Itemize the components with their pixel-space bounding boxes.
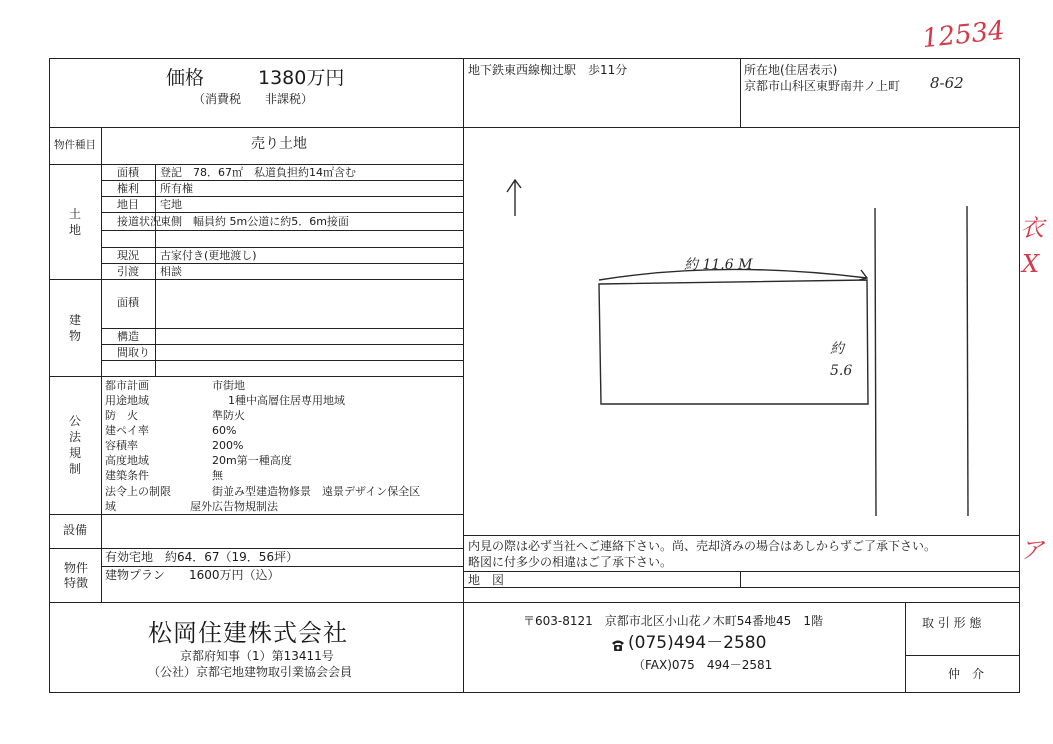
building-section-label: 建物 xyxy=(68,313,81,343)
price-label: 価格 xyxy=(166,67,205,89)
regulation-key-8: 法令上の制限 xyxy=(105,485,171,498)
regulation-value-5: 200% xyxy=(212,439,244,452)
sep-building xyxy=(49,376,463,377)
map-label-bottom xyxy=(463,587,1020,588)
property-type-value: 売り土地 xyxy=(251,136,307,152)
footer-col-2 xyxy=(905,602,906,692)
map-label-sep xyxy=(463,571,1020,572)
regulation-key-9: 域 xyxy=(105,500,116,513)
map-note-1: 内見の際は必ず当社へご連絡下さい。尚、売却済みの場合はあしからずご了承下さい。 xyxy=(468,539,937,553)
building-row-2 xyxy=(101,344,463,345)
facilities-label: 設備 xyxy=(63,523,88,537)
land-key-1: 面積 xyxy=(117,166,139,179)
regulation-section-label: 公法規制 xyxy=(68,414,81,476)
features-label: 物件特徴 xyxy=(63,561,88,590)
transaction-value: 仲 介 xyxy=(948,667,985,681)
sep-features xyxy=(49,602,1020,603)
land-key-4: 接道状況 xyxy=(117,215,161,228)
land-row-4 xyxy=(101,230,463,231)
land-key-3: 地目 xyxy=(117,198,139,211)
map-label-col xyxy=(740,571,741,587)
regulation-key-2: 用途地域 xyxy=(105,394,149,407)
land-row-6 xyxy=(101,263,463,264)
transaction-label: 取 引 形 態 xyxy=(922,616,982,630)
regulation-key-1: 都市計画 xyxy=(105,379,149,392)
land-value-3: 宅地 xyxy=(160,198,182,211)
land-row-5 xyxy=(101,247,463,248)
depth-label-1: 約 xyxy=(830,341,844,357)
sep-land xyxy=(49,279,463,280)
sep-type xyxy=(49,164,463,165)
land-section-label: 土地 xyxy=(68,207,81,237)
property-type-label: 物件種目 xyxy=(54,139,96,151)
feature-line-2: 建物プラン 1600万円（込） xyxy=(105,568,280,582)
land-value-5: 古家付き(更地渡し) xyxy=(160,249,257,262)
north-arrow xyxy=(507,180,521,216)
width-label: 約 11.6 M xyxy=(684,257,753,273)
depth-label-2: 5.6 xyxy=(830,363,853,379)
land-row-1 xyxy=(101,180,463,181)
sep-regulation xyxy=(49,514,463,515)
land-value-2: 所有権 xyxy=(160,182,193,195)
regulation-value-3: 準防火 xyxy=(212,409,245,422)
footer-trans-sep xyxy=(905,655,1020,656)
station: 地下鉄東西線椥辻駅 歩11分 xyxy=(468,63,628,77)
regulation-key-6: 高度地域 xyxy=(105,454,149,467)
lot-outline xyxy=(599,280,868,404)
regulation-key-5: 容積率 xyxy=(105,439,138,452)
land-row-3 xyxy=(101,212,463,213)
price-value: 1380万円 xyxy=(258,67,345,89)
regulation-value-6: 20m第一種高度 xyxy=(212,454,292,467)
company-name: 松岡住建株式会社 xyxy=(148,619,348,647)
building-key-3: 間取り xyxy=(117,346,150,359)
side-mark-bottom: ア xyxy=(1020,536,1044,564)
company-association: （公社）京都宅地建物取引業協会会員 xyxy=(148,665,353,679)
regulation-value-2: 1種中高層住居専用地域 xyxy=(228,394,345,407)
regulation-value-4: 60% xyxy=(212,424,237,437)
map-note-sep xyxy=(463,535,1020,536)
regulation-value-8: 街並み型建造物修景 遠景デザイン保全区 xyxy=(212,485,421,498)
regulation-value-1: 市街地 xyxy=(212,379,245,392)
road-line-left xyxy=(875,208,876,516)
land-value-1: 登記 78．67㎡ 私道負担約14㎡含む xyxy=(160,166,356,179)
land-key-2: 権利 xyxy=(117,182,139,195)
site-sketch xyxy=(463,128,1020,535)
map-label: 地 図 xyxy=(468,573,505,587)
sep-facilities xyxy=(49,548,463,549)
land-row-2 xyxy=(101,196,463,197)
building-key-1: 面積 xyxy=(117,296,139,309)
location-label: 所在地(住居表示) xyxy=(744,63,838,77)
dimension-arrow xyxy=(859,270,867,280)
company-fax: （FAX)075 494－2581 xyxy=(633,658,773,672)
location-value: 京都市山科区東野南井ノ上町 xyxy=(744,79,901,93)
stamp-number: 12534 xyxy=(920,15,1007,55)
phone-icon xyxy=(610,637,626,653)
features-mid xyxy=(101,566,463,567)
location-handwritten: 8-62 xyxy=(930,74,964,92)
side-mark-cross: X xyxy=(1022,250,1040,278)
tax-note: （消費税 非課税） xyxy=(193,92,314,106)
label-col xyxy=(101,127,102,602)
building-key-2: 構造 xyxy=(117,330,139,343)
company-address: 〒603-8121 京都市北区小山花ノ木町54番地45 1階 xyxy=(523,614,823,628)
regulation-key-7: 建築条件 xyxy=(105,469,149,482)
side-mark-top: 衣 xyxy=(1020,214,1044,242)
map-note-2: 略図に付多少の相違はご了承下さい。 xyxy=(468,555,673,569)
regulation-key-3: 防 火 xyxy=(105,409,138,422)
regulation-key-4: 建ペイ率 xyxy=(105,424,149,437)
frame-top xyxy=(49,58,1020,59)
building-row-1 xyxy=(101,328,463,329)
regulation-value-7: 無 xyxy=(212,469,223,482)
land-value-6: 相談 xyxy=(160,265,182,278)
header-col-2 xyxy=(740,58,741,127)
land-key-6: 引渡 xyxy=(117,265,139,278)
building-row-3 xyxy=(101,360,463,361)
road-line-right xyxy=(967,206,968,516)
feature-line-1: 有効宅地 約64．67（19．56坪） xyxy=(105,550,299,564)
land-value-4: 東側 幅員約 5m公道に約5．6m接面 xyxy=(160,215,349,228)
frame-bottom xyxy=(49,692,1020,693)
company-license: 京都府知事（1）第13411号 xyxy=(180,649,334,663)
company-phone: (075)494－2580 xyxy=(628,633,767,653)
land-key-5: 現況 xyxy=(117,249,139,262)
regulation-value-9: 屋外広告物規制法 xyxy=(190,500,278,513)
